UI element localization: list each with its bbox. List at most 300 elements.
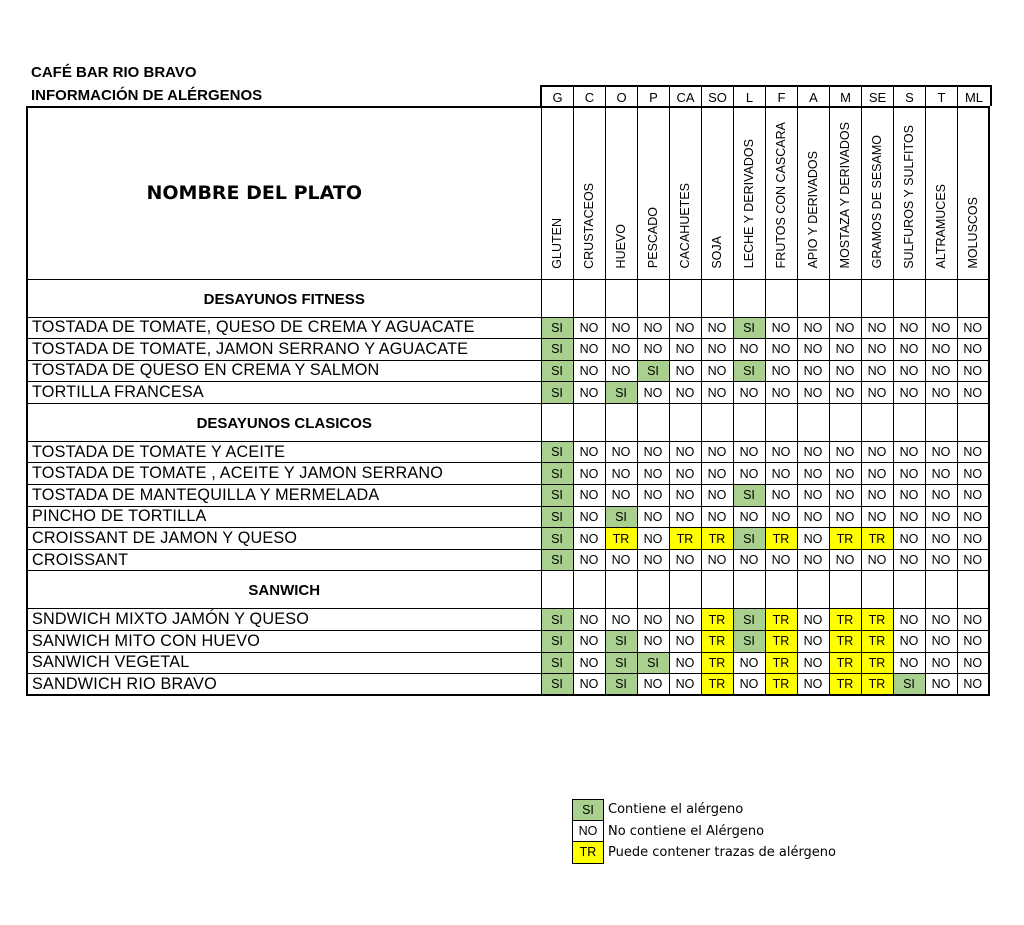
allergen-value-cell: NO xyxy=(925,317,957,339)
allergen-table xyxy=(26,106,990,696)
allergen-name-label: SULFUROS Y SULFITOS xyxy=(902,124,916,269)
empty-cell xyxy=(925,403,957,441)
empty-cell xyxy=(637,403,669,441)
allergen-value-cell: TR xyxy=(701,674,733,696)
table-row xyxy=(27,609,989,631)
allergen-value-cell: NO xyxy=(925,506,957,528)
allergen-value-cell: NO xyxy=(701,360,733,382)
allergen-value-cell: NO xyxy=(605,360,637,382)
allergen-value-cell: TR xyxy=(861,528,893,550)
empty-cell xyxy=(701,403,733,441)
allergen-name-header xyxy=(797,107,829,279)
allergen-value-cell: NO xyxy=(701,485,733,507)
allergen-value-cell: NO xyxy=(893,382,925,404)
allergen-value-cell: TR xyxy=(701,609,733,631)
allergen-value-cell: NO xyxy=(893,631,925,653)
dish-name: SANWICH VEGETAL xyxy=(27,652,541,674)
allergen-value-cell: NO xyxy=(637,317,669,339)
allergen-value-cell: NO xyxy=(829,317,861,339)
allergen-value-cell: NO xyxy=(637,485,669,507)
allergen-value-cell: NO xyxy=(637,674,669,696)
allergen-value-cell: NO xyxy=(637,339,669,361)
empty-cell xyxy=(573,571,605,609)
allergen-value-cell: NO xyxy=(701,549,733,571)
allergen-code-so: SO xyxy=(702,87,734,108)
allergen-value-cell: NO xyxy=(957,441,989,463)
allergen-value-cell: NO xyxy=(797,631,829,653)
allergen-value-cell: NO xyxy=(701,317,733,339)
allergen-value-cell: NO xyxy=(957,631,989,653)
allergen-value-cell: TR xyxy=(765,631,797,653)
allergen-value-cell: NO xyxy=(765,549,797,571)
allergen-value-cell: NO xyxy=(701,382,733,404)
allergen-name-header xyxy=(541,107,573,279)
allergen-value-cell: TR xyxy=(765,528,797,550)
allergen-code-ml: ML xyxy=(964,90,984,105)
allergen-value-cell: NO xyxy=(893,506,925,528)
allergen-value-cell: NO xyxy=(765,317,797,339)
allergen-name-header xyxy=(637,107,669,279)
allergen-value-cell: NO xyxy=(861,485,893,507)
allergen-value-cell: TR xyxy=(669,528,701,550)
table-row xyxy=(27,360,989,382)
allergen-value-cell: SI xyxy=(733,609,765,631)
allergen-value-cell: TR xyxy=(765,609,797,631)
allergen-name-label: PESCADO xyxy=(646,207,660,269)
allergen-value-cell: NO xyxy=(637,441,669,463)
allergen-value-cell: NO xyxy=(925,674,957,696)
allergen-value-cell: NO xyxy=(797,506,829,528)
allergen-value-cell: SI xyxy=(541,441,573,463)
allergen-value-cell: NO xyxy=(893,549,925,571)
allergen-value-cell: NO xyxy=(669,360,701,382)
allergen-value-cell: NO xyxy=(765,463,797,485)
allergen-value-cell: NO xyxy=(733,549,765,571)
empty-cell xyxy=(605,403,637,441)
empty-cell xyxy=(573,403,605,441)
allergen-value-cell: NO xyxy=(861,506,893,528)
allergen-value-cell: SI xyxy=(541,609,573,631)
allergen-value-cell: TR xyxy=(829,609,861,631)
allergen-value-cell: NO xyxy=(573,609,605,631)
allergen-value-cell: NO xyxy=(573,441,605,463)
empty-cell xyxy=(733,403,765,441)
table-row xyxy=(27,485,989,507)
allergen-name-label: MOSTAZA Y DERIVADOS xyxy=(838,122,852,269)
allergen-value-cell: NO xyxy=(637,463,669,485)
allergen-value-cell: SI xyxy=(541,549,573,571)
legend-text: No contiene el Alérgeno xyxy=(608,823,765,839)
dish-name: TOSTADA DE QUESO EN CREMA Y SALMON xyxy=(27,360,541,382)
empty-cell xyxy=(669,403,701,441)
allergen-value-cell: SI xyxy=(605,506,637,528)
allergen-value-cell: NO xyxy=(861,463,893,485)
allergen-value-cell: NO xyxy=(861,360,893,382)
allergen-value-cell: SI xyxy=(541,382,573,404)
table-row xyxy=(27,528,989,550)
allergen-name-header xyxy=(765,107,797,279)
allergen-value-cell: NO xyxy=(669,631,701,653)
empty-cell xyxy=(925,279,957,317)
allergen-value-cell: SI xyxy=(541,485,573,507)
allergen-value-cell: SI xyxy=(541,317,573,339)
allergen-value-cell: NO xyxy=(573,652,605,674)
allergen-value-cell: NO xyxy=(829,463,861,485)
allergen-value-cell: NO xyxy=(861,441,893,463)
table-row xyxy=(27,463,989,485)
allergen-value-cell: NO xyxy=(605,485,637,507)
allergen-value-cell: NO xyxy=(957,549,989,571)
allergen-value-cell: NO xyxy=(893,485,925,507)
allergen-value-cell: NO xyxy=(957,506,989,528)
allergen-value-cell: TR xyxy=(701,631,733,653)
allergen-value-cell: NO xyxy=(573,631,605,653)
legend-item xyxy=(572,799,836,821)
allergen-value-cell: NO xyxy=(861,317,893,339)
allergen-value-cell: NO xyxy=(797,528,829,550)
allergen-value-cell: NO xyxy=(605,441,637,463)
allergen-value-cell: TR xyxy=(701,528,733,550)
allergen-name-label: HUEVO xyxy=(614,224,628,269)
allergen-value-cell: NO xyxy=(893,339,925,361)
legend-swatch: TR xyxy=(572,842,604,864)
allergen-value-cell: NO xyxy=(797,382,829,404)
allergen-value-cell: SI xyxy=(541,360,573,382)
allergen-code-g: G xyxy=(542,87,574,108)
allergen-value-cell: TR xyxy=(861,674,893,696)
allergen-value-cell: TR xyxy=(701,652,733,674)
table-row xyxy=(27,382,989,404)
section-row xyxy=(27,571,989,609)
allergen-name-header xyxy=(957,107,989,279)
allergen-value-cell: NO xyxy=(573,549,605,571)
allergen-value-cell: NO xyxy=(925,528,957,550)
document-subtitle: INFORMACIÓN DE ALÉRGENOS xyxy=(31,87,263,104)
allergen-value-cell: NO xyxy=(797,360,829,382)
allergen-value-cell: NO xyxy=(669,674,701,696)
allergen-value-cell: NO xyxy=(669,549,701,571)
allergen-value-cell: SI xyxy=(733,631,765,653)
allergen-value-cell: SI xyxy=(541,339,573,361)
table-row xyxy=(27,549,989,571)
empty-cell xyxy=(541,403,573,441)
allergen-value-cell: NO xyxy=(637,506,669,528)
allergen-value-cell: SI xyxy=(637,360,669,382)
empty-cell xyxy=(733,571,765,609)
allergen-name-label: GRAMOS DE SESAMO xyxy=(870,135,884,269)
allergen-name-header xyxy=(669,107,701,279)
allergen-value-cell: NO xyxy=(669,463,701,485)
allergen-value-cell: NO xyxy=(573,528,605,550)
dish-name: PINCHO DE TORTILLA xyxy=(27,506,541,528)
allergen-name-header xyxy=(861,107,893,279)
allergen-value-cell: TR xyxy=(829,652,861,674)
dish-name: SNDWICH MIXTO JAMÓN Y QUESO xyxy=(27,609,541,631)
empty-cell xyxy=(765,279,797,317)
allergen-value-cell: NO xyxy=(573,674,605,696)
allergen-value-cell: TR xyxy=(861,652,893,674)
allergen-value-cell: NO xyxy=(765,339,797,361)
allergen-value-cell: NO xyxy=(605,609,637,631)
allergen-value-cell: NO xyxy=(829,360,861,382)
empty-cell xyxy=(797,571,829,609)
allergen-value-cell: NO xyxy=(893,528,925,550)
dish-name: CROISSANT xyxy=(27,549,541,571)
allergen-value-cell: NO xyxy=(733,441,765,463)
dish-name: TORTILLA FRANCESA xyxy=(27,382,541,404)
empty-cell xyxy=(861,571,893,609)
dish-name-header: NOMBRE DEL PLATO xyxy=(27,107,541,279)
allergen-code-p: P xyxy=(638,87,670,108)
allergen-name-label: GLUTEN xyxy=(550,217,564,269)
empty-cell xyxy=(797,403,829,441)
empty-cell xyxy=(829,279,861,317)
dish-name: SANWICH MITO CON HUEVO xyxy=(27,631,541,653)
allergen-name-label: APIO Y DERIVADOS xyxy=(806,151,820,269)
allergen-value-cell: NO xyxy=(893,609,925,631)
allergen-value-cell: NO xyxy=(733,506,765,528)
table-row xyxy=(27,441,989,463)
dish-name: TOSTADA DE MANTEQUILLA Y MERMELADA xyxy=(27,485,541,507)
allergen-value-cell: SI xyxy=(733,485,765,507)
allergen-value-cell: NO xyxy=(829,549,861,571)
allergen-value-cell: TR xyxy=(829,674,861,696)
allergen-value-cell: SI xyxy=(541,506,573,528)
allergen-value-cell: NO xyxy=(893,360,925,382)
table-row xyxy=(27,631,989,653)
allergen-value-cell: NO xyxy=(829,441,861,463)
empty-cell xyxy=(765,403,797,441)
empty-cell xyxy=(957,403,989,441)
allergen-value-cell: SI xyxy=(541,463,573,485)
allergen-value-cell: NO xyxy=(573,360,605,382)
empty-cell xyxy=(893,403,925,441)
allergen-name-label: FRUTOS CON CASCARA xyxy=(774,122,788,269)
allergen-value-cell: NO xyxy=(733,652,765,674)
allergen-value-cell: NO xyxy=(893,317,925,339)
allergen-value-cell: NO xyxy=(701,463,733,485)
allergen-value-cell: NO xyxy=(861,382,893,404)
allergen-value-cell: NO xyxy=(765,485,797,507)
allergen-value-cell: NO xyxy=(573,317,605,339)
allergen-value-cell: NO xyxy=(797,549,829,571)
allergen-value-cell: NO xyxy=(637,609,669,631)
allergen-value-cell: TR xyxy=(765,652,797,674)
allergen-code-row xyxy=(540,85,992,106)
allergen-value-cell: NO xyxy=(701,441,733,463)
allergen-value-cell: TR xyxy=(765,674,797,696)
dish-name: TOSTADA DE TOMATE Y ACEITE xyxy=(27,441,541,463)
allergen-value-cell: NO xyxy=(733,339,765,361)
allergen-code-a: A xyxy=(798,87,830,108)
allergen-value-cell: NO xyxy=(573,339,605,361)
legend-swatch: NO xyxy=(572,821,604,843)
allergen-code-s: S xyxy=(894,87,926,108)
empty-cell xyxy=(925,571,957,609)
section-row xyxy=(27,403,989,441)
allergen-code-se: SE xyxy=(862,87,894,108)
allergen-value-cell: NO xyxy=(573,463,605,485)
allergen-value-cell: NO xyxy=(957,463,989,485)
allergen-value-cell: NO xyxy=(669,485,701,507)
empty-cell xyxy=(541,571,573,609)
table-row xyxy=(27,339,989,361)
allergen-code-l: L xyxy=(734,87,766,108)
allergen-name-header xyxy=(701,107,733,279)
allergen-value-cell: SI xyxy=(733,360,765,382)
allergen-value-cell: NO xyxy=(605,549,637,571)
allergen-value-cell: NO xyxy=(765,506,797,528)
allergen-value-cell: TR xyxy=(861,609,893,631)
allergen-value-cell: NO xyxy=(861,549,893,571)
empty-cell xyxy=(701,571,733,609)
legend-item xyxy=(572,842,836,864)
allergen-value-cell: NO xyxy=(797,339,829,361)
dish-name: TOSTADA DE TOMATE , ACEITE Y JAMON SERRANO xyxy=(27,463,541,485)
table-row xyxy=(27,506,989,528)
allergen-name-header xyxy=(733,107,765,279)
empty-cell xyxy=(637,279,669,317)
allergen-value-cell: NO xyxy=(733,382,765,404)
empty-cell xyxy=(605,571,637,609)
dish-name: TOSTADA DE TOMATE, JAMON SERRANO Y AGUACATE xyxy=(27,339,541,361)
allergen-value-cell: NO xyxy=(669,382,701,404)
allergen-name-label: MOLUSCOS xyxy=(965,196,980,269)
legend-swatch: SI xyxy=(572,799,604,821)
allergen-name-label: ALTRAMUCES xyxy=(934,183,948,269)
table-row xyxy=(27,317,989,339)
legend-item xyxy=(572,821,836,843)
allergen-value-cell: NO xyxy=(925,485,957,507)
allergen-value-cell: TR xyxy=(605,528,637,550)
empty-cell xyxy=(797,279,829,317)
empty-cell xyxy=(893,279,925,317)
allergen-value-cell: NO xyxy=(573,506,605,528)
allergen-value-cell: NO xyxy=(829,339,861,361)
allergen-code-f: F xyxy=(766,87,798,108)
empty-cell xyxy=(765,571,797,609)
allergen-value-cell: NO xyxy=(829,485,861,507)
empty-cell xyxy=(701,279,733,317)
allergen-value-cell: NO xyxy=(925,609,957,631)
allergen-code-ca: CA xyxy=(670,87,702,108)
table-row xyxy=(27,674,989,696)
allergen-name-label: CACAHUETES xyxy=(678,183,692,269)
dish-name: TOSTADA DE TOMATE, QUESO DE CREMA Y AGUACATE xyxy=(27,317,541,339)
allergen-value-cell: NO xyxy=(925,652,957,674)
allergen-value-cell: NO xyxy=(637,631,669,653)
allergen-value-cell: NO xyxy=(797,674,829,696)
allergen-code-m: M xyxy=(830,87,862,108)
allergen-name-header xyxy=(605,107,637,279)
allergen-value-cell: NO xyxy=(637,549,669,571)
allergen-value-cell: NO xyxy=(605,463,637,485)
allergen-value-cell: NO xyxy=(573,485,605,507)
allergen-value-cell: NO xyxy=(797,485,829,507)
table-header-row xyxy=(27,107,989,279)
allergen-value-cell: NO xyxy=(733,463,765,485)
allergen-value-cell: NO xyxy=(957,360,989,382)
allergen-value-cell: SI xyxy=(541,674,573,696)
allergen-value-cell: NO xyxy=(957,609,989,631)
empty-cell xyxy=(605,279,637,317)
allergen-value-cell: SI xyxy=(605,674,637,696)
allergen-value-cell: NO xyxy=(797,317,829,339)
allergen-value-cell: NO xyxy=(797,652,829,674)
allergen-value-cell: NO xyxy=(925,463,957,485)
allergen-value-cell: NO xyxy=(669,317,701,339)
allergen-value-cell: NO xyxy=(573,382,605,404)
empty-cell xyxy=(669,571,701,609)
allergen-value-cell: NO xyxy=(893,652,925,674)
allergen-value-cell: NO xyxy=(701,339,733,361)
allergen-value-cell: NO xyxy=(925,339,957,361)
allergen-value-cell: SI xyxy=(733,528,765,550)
allergen-code-t: T xyxy=(926,87,958,108)
allergen-value-cell: NO xyxy=(669,441,701,463)
allergen-value-cell: NO xyxy=(765,360,797,382)
allergen-value-cell: SI xyxy=(637,652,669,674)
empty-cell xyxy=(637,571,669,609)
allergen-value-cell: NO xyxy=(893,441,925,463)
allergen-name-header xyxy=(573,107,605,279)
empty-cell xyxy=(957,279,989,317)
allergen-value-cell: NO xyxy=(669,339,701,361)
empty-cell xyxy=(893,571,925,609)
allergen-value-cell: NO xyxy=(669,609,701,631)
allergen-name-header xyxy=(925,107,957,279)
allergen-value-cell: NO xyxy=(797,441,829,463)
allergen-name-header xyxy=(829,107,861,279)
allergen-value-cell: NO xyxy=(925,382,957,404)
allergen-value-cell: NO xyxy=(829,506,861,528)
legend xyxy=(572,799,836,864)
section-row xyxy=(27,279,989,317)
empty-cell xyxy=(573,279,605,317)
allergen-value-cell: NO xyxy=(957,674,989,696)
empty-cell xyxy=(541,279,573,317)
allergen-value-cell: NO xyxy=(765,382,797,404)
empty-cell xyxy=(829,571,861,609)
allergen-value-cell: NO xyxy=(925,360,957,382)
section-title: SANWICH xyxy=(27,571,541,609)
empty-cell xyxy=(829,403,861,441)
empty-cell xyxy=(957,571,989,609)
allergen-value-cell: NO xyxy=(957,485,989,507)
allergen-value-cell: SI xyxy=(605,631,637,653)
allergen-value-cell: NO xyxy=(957,382,989,404)
allergen-value-cell: NO xyxy=(733,674,765,696)
allergen-value-cell: SI xyxy=(605,382,637,404)
allergen-value-cell: SI xyxy=(733,317,765,339)
allergen-value-cell: NO xyxy=(925,441,957,463)
allergen-value-cell: NO xyxy=(925,549,957,571)
dish-name: CROISSANT DE JAMON Y QUESO xyxy=(27,528,541,550)
allergen-value-cell: NO xyxy=(925,631,957,653)
allergen-name-label: SOJA xyxy=(710,235,724,269)
legend-text: Puede contener trazas de alérgeno xyxy=(608,845,837,861)
allergen-value-cell: SI xyxy=(541,528,573,550)
allergen-value-cell: TR xyxy=(829,528,861,550)
section-title: DESAYUNOS FITNESS xyxy=(27,279,541,317)
allergen-code-c: C xyxy=(574,87,606,108)
allergen-value-cell: TR xyxy=(829,631,861,653)
section-title: DESAYUNOS CLASICOS xyxy=(27,403,541,441)
allergen-value-cell: NO xyxy=(829,382,861,404)
allergen-name-label: CRUSTACEOS xyxy=(582,182,596,269)
allergen-value-cell: SI xyxy=(893,674,925,696)
dish-name: SANDWICH RIO BRAVO xyxy=(27,674,541,696)
